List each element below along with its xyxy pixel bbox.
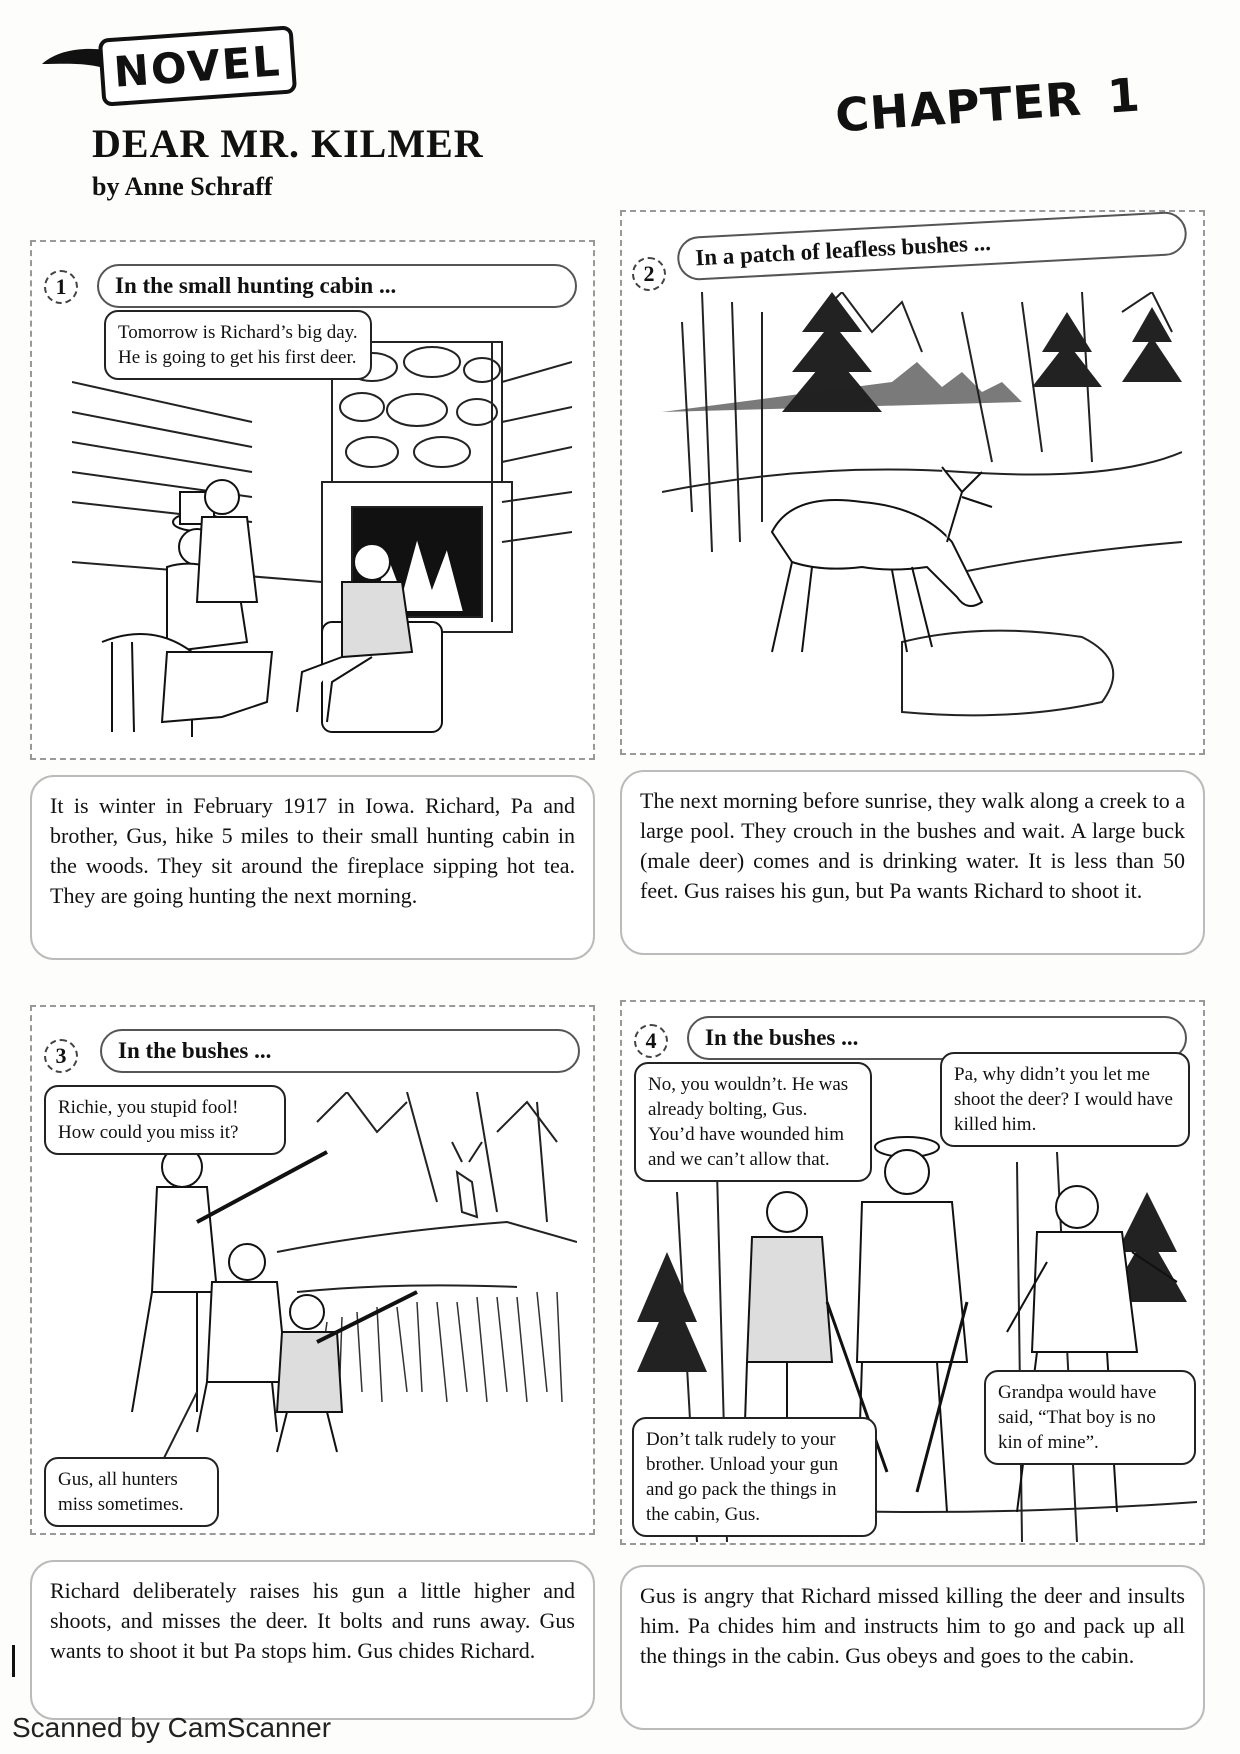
panel-3 (30, 1005, 595, 1535)
book-author: by Anne Schraff (92, 172, 273, 201)
panel-heading: In the bushes ... (100, 1029, 580, 1073)
novel-label: NOVEL (98, 25, 297, 106)
speech-bubble: No, you wouldn’t. He was already bolting, Gus. You’d have wounded him and we can’t allow that. (634, 1062, 872, 1182)
panel-2-caption: The next morning before sunrise, they walk along a creek to a large pool. They crouch in the bushes and wait. A large buck (male deer) comes and is drinking water. It is less than 50 feet. Gus raises his gun, but Pa wants Richard to shoot it. (620, 770, 1205, 955)
scan-edge-mark (12, 1645, 15, 1677)
chapter-label: CHAPTER (833, 71, 1084, 143)
speech-bubble: Don’t talk rudely to your brother. Unload your gun and go pack the things in the cabin, Gus. (632, 1417, 877, 1537)
chapter-heading (833, 67, 1142, 142)
speech-bubble: Gus, all hunters miss sometimes. (44, 1457, 219, 1527)
panel-heading: In the small hunting cabin ... (97, 264, 577, 308)
speech-bubble: Tomorrow is Richard’s big day. He is going to get his first deer. (104, 310, 372, 380)
panel-3-caption: Richard deliberately raises his gun a little higher and shoots, and misses the deer. It bolts and runs away. Gus wants to shoot it but Pa stops him. Gus chides Richard. (30, 1560, 595, 1720)
panel-number: 3 (44, 1039, 78, 1073)
panel-heading: In the bushes ... (687, 1016, 1187, 1060)
panel-number: 1 (44, 270, 78, 304)
cabin-fireplace-illustration (72, 322, 572, 742)
panel-1-caption: It is winter in February 1917 in Iowa. Richard, Pa and brother, Gus, hike 5 miles to their small hunting cabin in the woods. They sit around the fireplace sipping hot tea. They are going hunting the next morning. (30, 775, 595, 960)
panel-number: 4 (634, 1024, 668, 1058)
panel-4-caption: Gus is angry that Richard missed killing the deer and insults him. Pa chides him and instructs him to go and pack up all the things in the cabin. Gus obeys and goes to the cabin. (620, 1565, 1205, 1730)
speech-bubble: Pa, why didn’t you let me shoot the deer? I would have killed him. (940, 1052, 1190, 1147)
panel-4 (620, 1000, 1205, 1545)
panel-2 (620, 210, 1205, 755)
book-title: DEAR MR. KILMER (92, 121, 484, 166)
scanner-watermark: Scanned by CamScanner (12, 1712, 332, 1743)
panel-heading: In a patch of leafless bushes ... (676, 211, 1188, 282)
speech-bubble: Grandpa would have said, “That boy is no kin of mine”. (984, 1370, 1196, 1465)
panel-number: 2 (632, 257, 666, 291)
novel-tag (40, 22, 300, 112)
buck-drinking-illustration (662, 292, 1182, 732)
speech-bubble: Richie, you stupid fool! How could you miss it? (44, 1085, 286, 1155)
panel-1 (30, 240, 595, 760)
chapter-number: 1 (1105, 67, 1143, 124)
